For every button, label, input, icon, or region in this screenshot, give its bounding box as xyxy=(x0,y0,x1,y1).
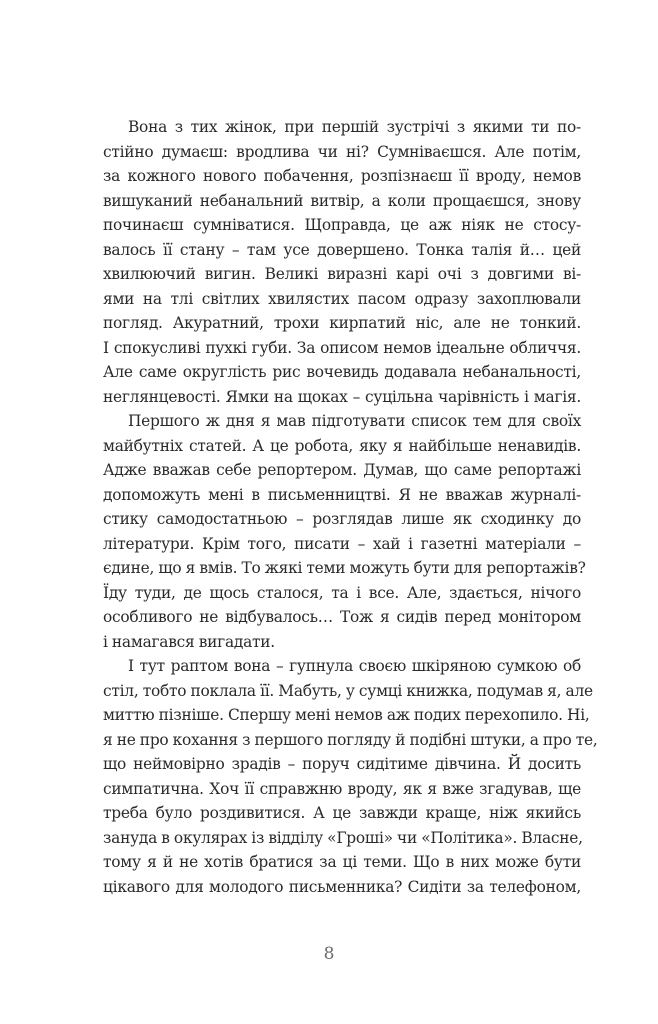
text-line: неглянцевості. Ямки на щоках – суцільна чарівність і магія. xyxy=(103,387,581,406)
body-text xyxy=(103,115,598,899)
text-line: Вона з тих жінок, при першій зустрічі з якими ти по- xyxy=(128,118,581,136)
text-line: Адже вважав себе репортером. Думав, що саме репортажі xyxy=(103,461,581,479)
text-line: єдине, що я вмів. То жякі теми можуть бути для репортажів? xyxy=(103,559,586,577)
text-line: І спокусливі пухкі губи. За описом немов ідеальне обличчя. xyxy=(103,338,581,357)
text-line: і намагався вигадати. xyxy=(103,632,275,651)
text-line: Їду туди, де щось сталося, та і все. Але, здається, нічого xyxy=(103,583,581,602)
text-line: Але саме округлість рис вочевидь додавала небанальності, xyxy=(103,363,581,381)
text-line: майбутніх статей. А це робота, яку я найбільше ненавидів. xyxy=(103,436,581,455)
text-line: цікавого для молодого письменника? Сидіти за телефоном, xyxy=(103,877,581,896)
text-line: стику самодостатньою – розглядав лише як сходинку до xyxy=(103,510,581,528)
text-line: зануда в окулярах із відділу «Гроші» чи «Політика». Власне, xyxy=(103,828,583,847)
text-line: вишуканий небанальний витвір, а коли прощаєшся, знову xyxy=(103,191,581,210)
text-line: ями на тлі світлих хвилястих пасом одразу захоплювали xyxy=(103,289,581,308)
text-line: І тут раптом вона – гупнула своєю шкіряною сумкою об xyxy=(128,657,581,675)
text-line: допоможуть мені в письменництві. Я не вважав журналі- xyxy=(103,485,581,504)
paragraph-2 xyxy=(103,409,586,654)
text-line: я не про кохання з першого погляду й подібні штуки, а про те, xyxy=(103,730,598,749)
text-line: миттю пізніше. Спершу мені немов аж подих перехопило. Ні, xyxy=(103,706,590,724)
text-line: стійно думаєш: вродлива чи ні? Сумніваєшся. Але потім, xyxy=(103,142,581,161)
text-line: стіл, тобто поклала її. Мабуть, у сумці книжка, подумав я, але xyxy=(103,681,593,700)
text-line: симпатична. Хоч її справжню вроду, як я вже згадував, ще xyxy=(103,779,581,798)
text-line: тому я й не хотів братися за ці теми. Що в них може бути xyxy=(103,853,581,871)
paragraph-1 xyxy=(103,115,581,409)
text-line: починаєш сумніватися. Щоправда, це аж ніяк не стосу- xyxy=(103,216,581,234)
text-line: що неймовірно зрадів – поруч сидітиме дівчина. Й досить xyxy=(103,755,581,773)
text-line: хвилюючий вигин. Великі виразні карі очі з довгими ві- xyxy=(103,265,581,283)
text-line: літератури. Крім того, писати – хай і газетні матеріали – xyxy=(103,534,581,553)
text-line: валось її стану – там усе довершено. Тонка талія й… цей xyxy=(103,240,581,259)
text-line: за кожного нового побачення, розпізнаєш її вроду, немов xyxy=(103,167,581,185)
page-number: 8 xyxy=(323,944,335,964)
text-line: погляд. Акуратний, трохи кирпатий ніс, але не тонкий. xyxy=(103,314,581,332)
text-line: особливого не відбувалось… Тож я сидів перед монітором xyxy=(103,608,581,626)
paragraph-3 xyxy=(103,654,598,899)
text-line: Першого ж дня я мав підготувати список тем для своїх xyxy=(128,412,581,430)
text-line: треба було роздивитися. А це завжди краще, ніж якийсь xyxy=(103,804,581,822)
